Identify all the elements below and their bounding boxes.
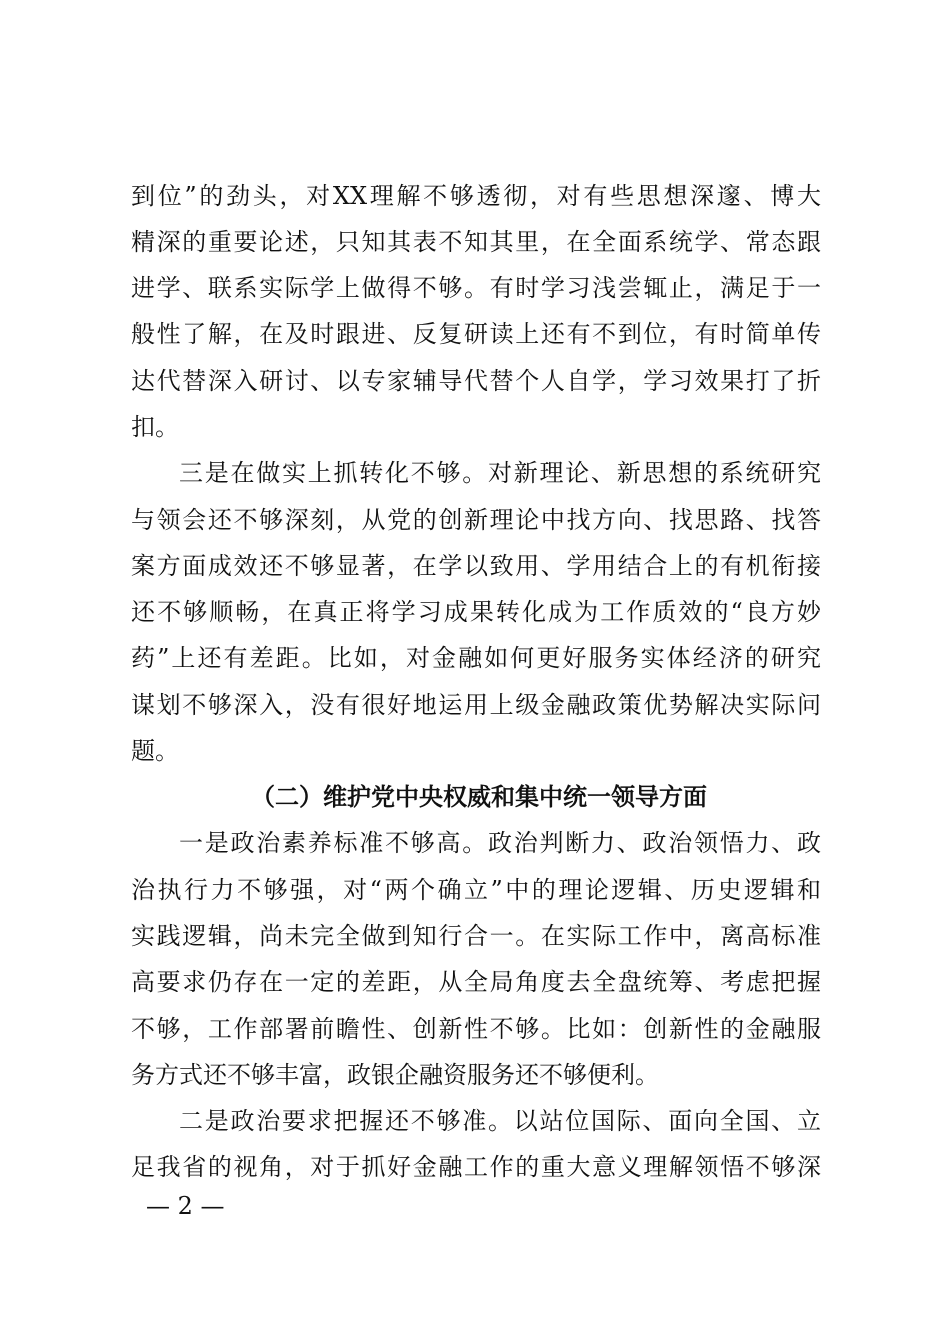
paragraph-first-line: 三是在做实上抓转化不够。对新理论、新思想的系统研究 — [179, 459, 821, 487]
paragraph-line: 足我省的视角，对于抓好金融工作的重大意义理解领悟不够深 — [131, 1153, 821, 1181]
paragraph-line: 扣。 — [131, 413, 179, 441]
paragraph-line: 实践逻辑，尚未完全做到知行合一。在实际工作中，离高标准 — [131, 922, 821, 950]
paragraph-line: 药”上还有差距。比如，对金融如何更好服务实体经济的研究 — [131, 644, 821, 672]
paragraph-line: 还不够顺畅，在真正将学习成果转化成为工作质效的“良方妙 — [131, 598, 821, 626]
paragraph-line: 谋划不够深入，没有很好地运用上级金融政策优势解决实际问 — [131, 691, 821, 719]
page-number: — 2 — — [146, 1192, 225, 1220]
paragraph-line: 般性了解，在及时跟进、反复研读上还有不到位，有时简单传 — [131, 320, 821, 348]
paragraph-line: 进学、联系实际学上做得不够。有时学习浅尝辄止，满足于一 — [131, 274, 821, 302]
paragraph-line: 案方面成效还不够显著，在学以致用、学用结合上的有机衔接 — [131, 552, 821, 580]
paragraph-first-line: 二是政治要求把握还不够准。以站位国际、面向全国、立 — [179, 1107, 821, 1135]
paragraph-line: 题。 — [131, 737, 179, 765]
paragraph-line: 高要求仍存在一定的差距，从全局角度去全盘统筹、考虑把握 — [131, 968, 821, 996]
section-heading: （二）维护党中央权威和集中统一领导方面 — [251, 782, 707, 811]
paragraph-line: 达代替深入研讨、以专家辅导代替个人自学，学习效果打了折 — [131, 367, 821, 395]
paragraph-first-line: 一是政治素养标准不够高。政治判断力、政治领悟力、政 — [179, 829, 821, 857]
paragraph-line: 精深的重要论述，只知其表不知其里，在全面系统学、常态跟 — [131, 228, 821, 256]
paragraph-line: 与领会还不够深刻，从党的创新理论中找方向、找思路、找答 — [131, 506, 821, 534]
paragraph-line: 到位”的劲头，对XX理解不够透彻，对有些思想深邃、博大 — [131, 182, 821, 210]
paragraph-line: 治执行力不够强，对“两个确立”中的理论逻辑、历史逻辑和 — [131, 876, 821, 904]
paragraph-line: 务方式还不够丰富，政银企融资服务还不够便利。 — [131, 1061, 659, 1089]
paragraph-line: 不够，工作部署前瞻性、创新性不够。比如：创新性的金融服 — [131, 1015, 821, 1043]
